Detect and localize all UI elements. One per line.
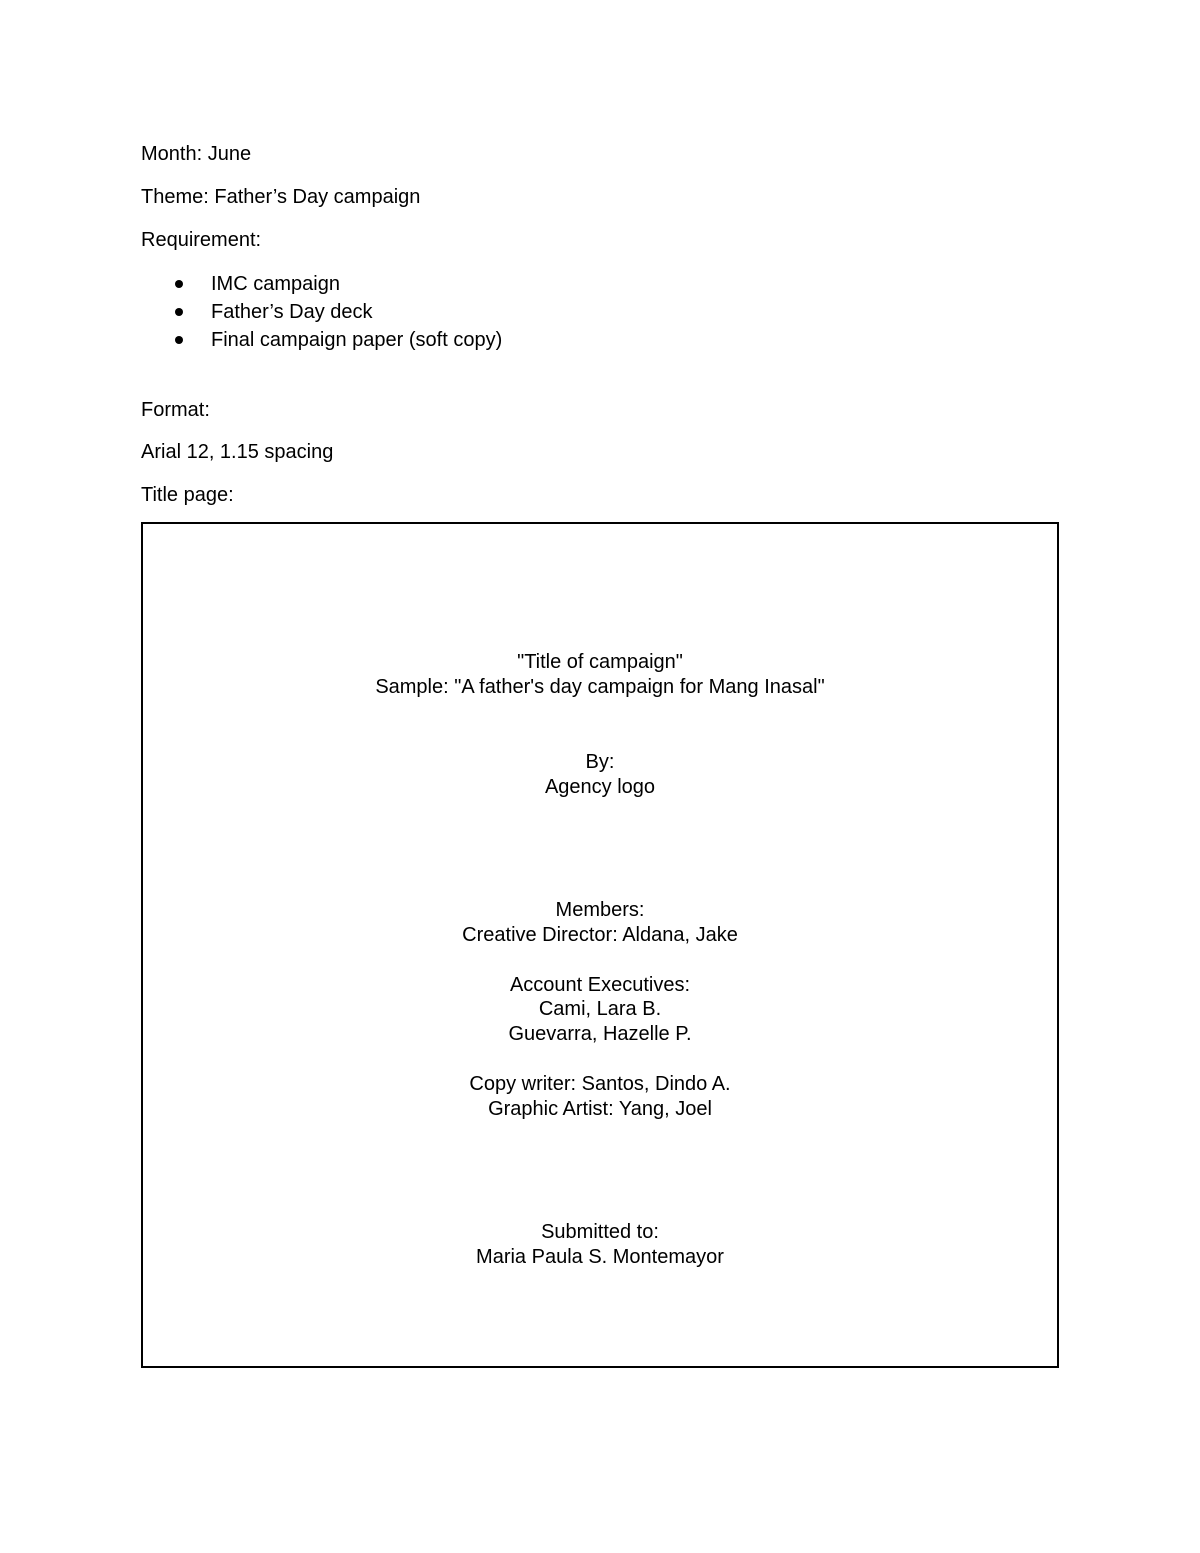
format-label: Format: [141, 399, 210, 421]
bullet-icon [175, 336, 183, 344]
creative-director: Creative Director: Aldana, Jake [462, 924, 738, 946]
title-page-label: Title page: [141, 484, 234, 506]
list-item [141, 270, 502, 298]
submitted-to: Maria Paula S. Montemayor [476, 1246, 724, 1268]
requirement-text: Father’s Day deck [211, 301, 373, 323]
account-executive: Cami, Lara B. [538, 998, 662, 1020]
list-item [141, 298, 502, 326]
submitted-label: Submitted to: [541, 1221, 659, 1243]
format-spec: Arial 12, 1.15 spacing [141, 441, 334, 463]
campaign-sample: Sample: "A father's day campaign for Mang Inasal" [375, 676, 825, 698]
by-label: By: [585, 751, 615, 773]
agency-logo-text: Agency logo [544, 776, 656, 798]
copy-writer: Copy writer: Santos, Dindo A. [469, 1073, 731, 1095]
bullet-icon [175, 280, 183, 288]
list-item [141, 326, 502, 354]
bullet-icon [175, 308, 183, 316]
month-line: Month: June [141, 143, 252, 165]
account-executive: Guevarra, Hazelle P. [508, 1023, 692, 1045]
campaign-title: "Title of campaign" [517, 651, 683, 673]
graphic-artist: Graphic Artist: Yang, Joel [488, 1098, 712, 1120]
account-executives-label: Account Executives: [509, 974, 691, 996]
title-page-box [141, 522, 1059, 1368]
requirement-text: IMC campaign [211, 273, 340, 295]
requirements-list [141, 270, 502, 354]
theme-line: Theme: Father’s Day campaign [141, 186, 421, 208]
members-label: Members: [555, 899, 645, 921]
requirement-label: Requirement: [141, 229, 262, 251]
requirement-text: Final campaign paper (soft copy) [211, 329, 503, 351]
